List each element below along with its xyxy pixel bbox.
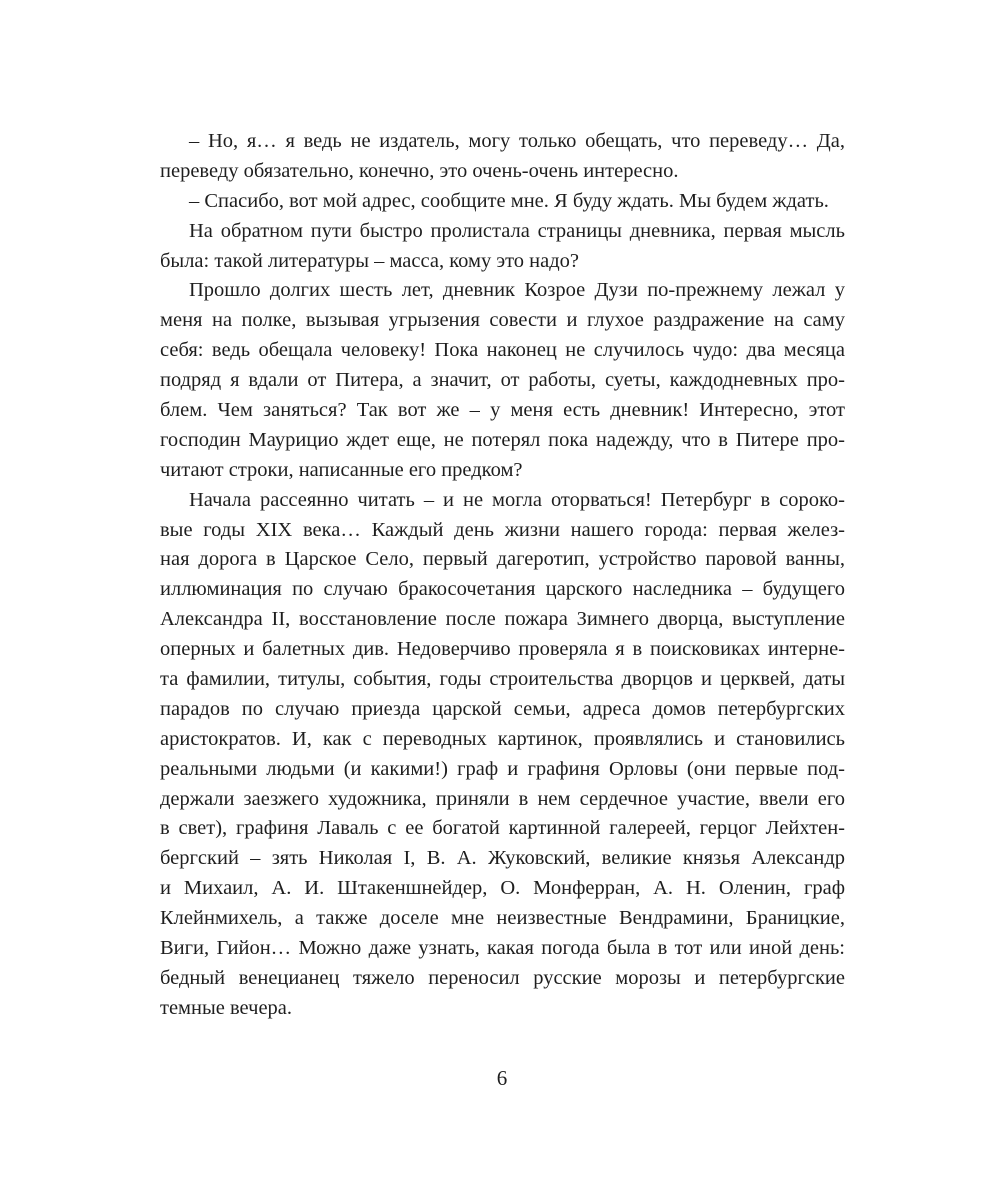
text-line: была: такой литературы – масса, кому это надо? [160,249,580,272]
page-number: 6 [496,1066,508,1090]
text-line: читают строки, написанные его предком? [160,458,523,481]
paragraph [160,486,845,1024]
text-line: вые годы XIX века… Каждый день жизни нашего города: первая желез- [160,518,845,541]
text-line: Виги, Гийон… Можно даже узнать, какая погода была в тот или иной день: [160,937,845,960]
text-line: парадов по случаю приезда царской семьи, адреса домов петербургских [160,697,845,720]
text-line: Прошло долгих шесть лет, дневник Козрое Дузи по-прежнему лежал у [189,279,845,302]
text-line: в свет), графиня Лаваль с ее богатой картинной галереей, герцог Лейхтен- [160,817,845,840]
text-line: – Но, я… я ведь не издатель, могу только обещать, что переведу… Да, [189,130,845,152]
text-line: аристократов. И, как с переводных картинок, проявлялись и становились [160,727,845,750]
body-text [160,127,845,1024]
text-line: бедный венецианец тяжело переносил русские морозы и петербургские [160,966,845,989]
text-line: – Спасибо, вот мой адрес, сообщите мне. Я буду ждать. Мы будем ждать. [189,189,829,212]
text-line: ная дорога в Царское Село, первый дагеротип, устройство паровой ванны, [160,548,845,571]
text-line: На обратном пути быстро пролистала страницы дневника, первая мысль [189,219,845,242]
text-line: оперных и балетных див. Недоверчиво проверяла я в поисковиках интерне- [160,638,845,661]
text-line: Александра II, восстановление после пожара Зимнего дворца, выступление [160,608,845,631]
text-line: господин Маурицио ждет еще, не потерял пока надежду, что в Питере про- [160,428,845,451]
text-line: иллюминация по случаю бракосочетания царского наследника – будущего [160,578,845,601]
text-line: темные вечера. [160,996,293,1019]
text-line: подряд я вдали от Питера, а значит, от работы, суеты, каждодневных про- [160,369,845,392]
text-line: Клейнмихель, а также доселе мне неизвестные Вендрамини, Браницкие, [160,907,845,930]
paragraph [160,187,845,217]
text-line: реальными людьми (и какими!) граф и графиня Орловы (они первые под- [160,757,845,780]
text-line: бергский – зять Николая I, В. А. Жуковский, великие князья Александр [160,847,845,870]
paragraph [160,127,845,187]
text-line: та фамилии, титулы, события, годы строительства дворцов и церквей, даты [160,668,845,691]
text-line: переведу обязательно, конечно, это очень-очень интересно. [160,159,679,182]
text-line: блем. Чем заняться? Так вот же – у меня есть дневник! Интересно, этот [160,399,845,422]
text-line: себя: ведь обещала человеку! Пока наконец не случилось чудо: два месяца [160,339,845,362]
text-line: и Михаил, А. И. Штакеншнейдер, О. Монферран, А. Н. Оленин, граф [160,877,845,900]
paragraph [160,276,845,485]
text-line: Начала рассеянно читать – и не могла оторваться! Петербург в сороко- [189,488,845,511]
text-line: меня на полке, вызывая угрызения совести и глухое раздражение на саму [160,309,845,332]
text-line: держали заезжего художника, приняли в нем сердечное участие, ввели его [160,787,845,810]
paragraph [160,217,845,277]
